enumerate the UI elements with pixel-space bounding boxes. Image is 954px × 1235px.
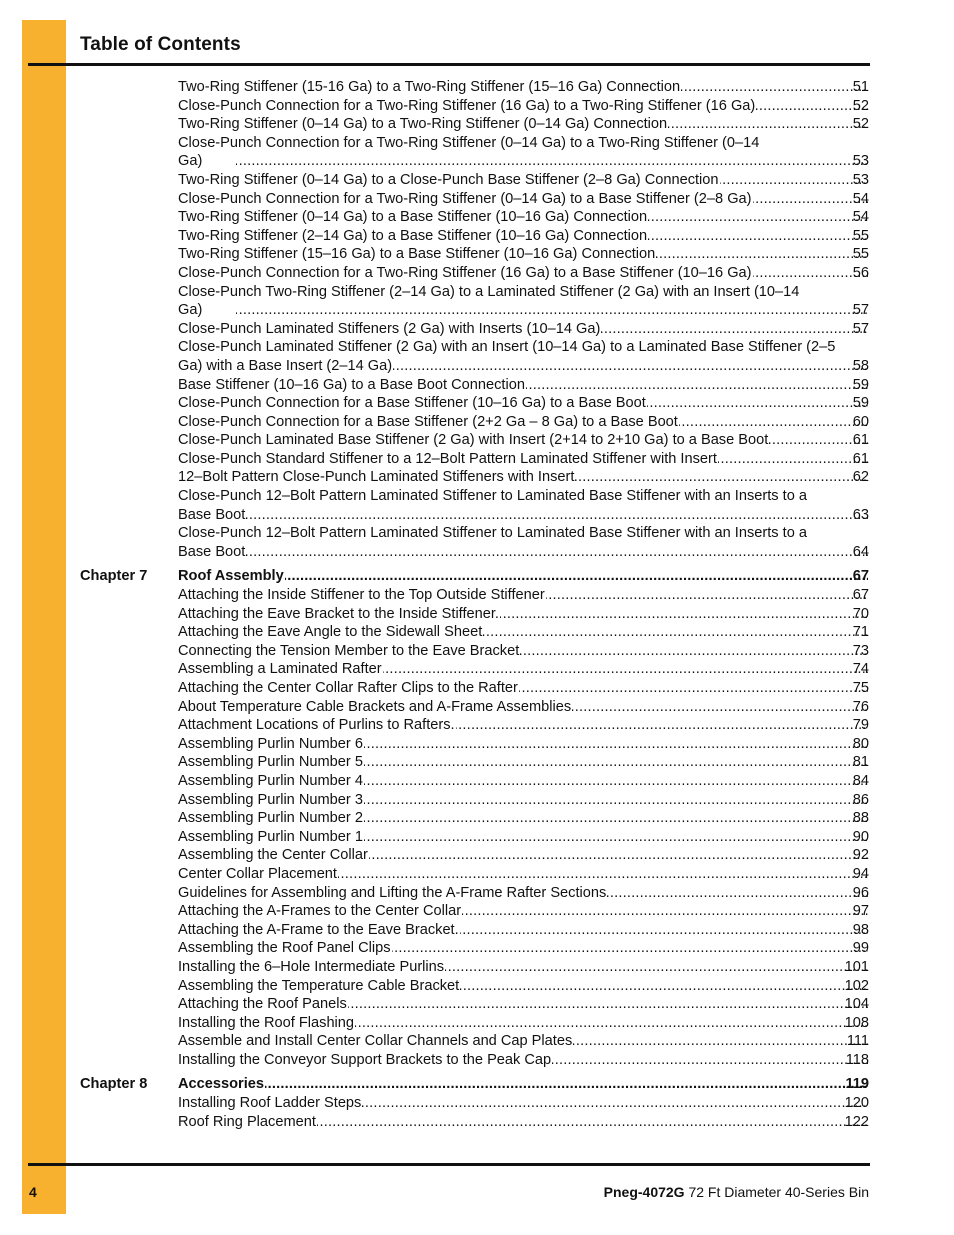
entry-title: Roof Assembly [178,568,284,585]
toc-entry[interactable]: Installing the 6–Hole Intermediate Purlins ..... 101 [178,958,869,977]
dot-leader [483,623,868,642]
entry-title: Attaching the Center Collar Rafter Clips to the Rafter [178,680,518,696]
entry-title: Attaching the A-Frames to the Center Collar [178,903,462,920]
toc-entry[interactable]: Close-Punch Laminated Stiffener (2 Ga) with an Insert (10–14 Ga) to a Laminated Base Stiffener (2–5 Ga) with a Base Insert (2–14 Ga) ..... 58 [178,338,869,375]
side-color-bar [22,20,66,1214]
dot-leader [753,190,868,209]
entry-title: Assembling the Temperature Cable Bracket [178,977,460,994]
entry-title: Assembling Purlin Number 6 [178,735,363,752]
entry-title: Accessories [178,1076,265,1093]
entry-title: Two-Ring Stiffener (15–16 Ga) to a Base Stiffener (10–16 Ga) Connection [178,246,656,263]
entry-title: Close-Punch Connection for a Base Stiffener (10–16 Ga) to a Base Boot [178,395,646,412]
toc-entry[interactable]: Two-Ring Stiffener (0–14 Ga) to a Close-Punch Base Stiffener (2–8 Ga) Connection ..... 53 [178,171,869,190]
entry-title: Attachment Locations of Purlins to Rafters. [178,717,455,734]
toc-entry[interactable]: Close-Punch Connection for a Base Stiffener (10–16 Ga) to a Base Boot ..... 59 [178,394,869,413]
entry-title: Assembling a Laminated Rafter [178,661,382,678]
toc-entry[interactable]: Assembling Purlin Number 1 ..... 90 [178,828,869,847]
toc-entry[interactable]: Attaching the A-Frame to the Eave Bracket. ..... 98 [178,921,869,940]
dot-leader [355,1014,868,1033]
toc-entry[interactable]: Base Stiffener (10–16 Ga) to a Base Boot Connection ..... 59 [178,376,869,395]
entry-title: Center Collar Placement [178,865,337,882]
dot-leader [246,543,868,562]
dot-leader [526,376,868,395]
toc-list [80,78,869,1131]
entry-title: Close-Punch Standard Stiffener to a 12–Bolt Pattern Laminated Stiffener with Insert [178,450,717,467]
page-title: Table of Contents [80,34,241,55]
toc-entry[interactable]: Attaching the Eave Angle to the Sidewall Sheet ..... 71 [178,623,869,642]
toc-entry[interactable]: Assembling Purlin Number 5 ..... 81 [178,753,869,772]
toc-entry[interactable]: Assembling Purlin Number 6 ..... 80 [178,735,869,754]
toc-entry[interactable]: Connecting the Tension Member to the Eave Bracket ..... 73 [178,642,869,661]
toc-entry[interactable]: Two-Ring Stiffener (15–16 Ga) to a Base Stiffener (10–16 Ga) Connection ..... 55 [178,245,869,264]
dot-leader [364,772,868,791]
entry-title-first-line: Close-Punch 12–Bolt Pattern Laminated Stiffener to Laminated Base Stiffener with an Inserts to a [178,488,807,505]
entry-title: Close-Punch Connection for a Two-Ring Stiffener (0–14 Ga) to a Base Stiffener (2–8 Ga) [178,190,752,207]
toc-entry[interactable]: Close-Punch Connection for a Two-Ring Stiffener (0–14 Ga) to a Base Stiffener (2–8 Ga) ..... 54 [178,190,869,209]
entry-title: Attaching the Inside Stiffener to the Top Outside Stiffener [178,587,545,604]
entry-title: Close-Punch Connection for a Two-Ring Stiffener (16 Ga) to a Two-Ring Stiffener (16 Ga) [178,97,756,114]
entry-title-first-line: Close-Punch Laminated Stiffener (2 Ga) with an Insert (10–14 Ga) to a Laminated Base Stiffener (2–5 [178,339,836,356]
entry-title: Installing the Roof Flashing [178,1014,355,1031]
toc-entry[interactable]: Two-Ring Stiffener (0–14 Ga) to a Base Stiffener (10–16 Ga) Connection ..... 54 [178,208,869,227]
entry-title: About Temperature Cable Brackets and A-Frame Assemblies [178,698,572,715]
toc-entry-chapter-heading[interactable]: Accessories ..... 119 [178,1075,869,1094]
dot-leader [364,791,868,810]
dot-leader [573,1032,868,1051]
toc-entry[interactable]: Attaching the Roof Panels ..... 104 [178,995,869,1014]
entry-title: Connecting the Tension Member to the Eave Bracket [178,642,520,659]
toc-entry[interactable]: 12–Bolt Pattern Close-Punch Laminated Stiffeners with Insert ..... 62 [178,468,869,487]
dot-leader [456,716,868,735]
toc-entry[interactable]: Assembling a Laminated Rafter ..... 74 [178,660,869,679]
entry-title: Base Boot [178,506,246,523]
toc-entry[interactable]: Roof Ring Placement ..... 122 [178,1113,869,1132]
toc-entry[interactable]: Two-Ring Stiffener (2–14 Ga) to a Base Stiffener (10–16 Ga) Connection ..... 55 [178,227,869,246]
dot-leader [364,735,868,754]
dot-leader [285,567,868,586]
toc-entry[interactable]: Close-Punch Connection for a Base Stiffener (2+2 Ga – 8 Ga) to a Base Boot ..... 60 [178,413,869,432]
dot-leader [246,506,868,525]
dot-leader [500,605,868,624]
toc-entry[interactable]: Assembling Purlin Number 2 ..... 88 [178,809,869,828]
chapter-7 [80,567,869,1069]
toc-entry-chapter-heading[interactable]: Roof Assembly ..... 67 [178,567,869,586]
toc-entry[interactable]: Close-Punch Two-Ring Stiffener (2–14 Ga) to a Laminated Stiffener (2 Ga) with an Insert (10–14 Ga) ..... 57 [178,283,869,320]
dot-leader [364,828,868,847]
toc-entry[interactable]: Attaching the Center Collar Rafter Clips to the Rafter ..... 75 [178,679,869,698]
toc-entry[interactable]: Attaching the Inside Stiffener to the Top Outside Stiffener ..... 67 [178,586,869,605]
dot-leader [607,884,868,903]
entry-title: Assembling Purlin Number 4 [178,772,363,789]
entry-title: Attaching the Roof Panels [178,996,347,1013]
entry-title: Roof Ring Placement [178,1113,316,1130]
toc-entry[interactable]: Guidelines for Assembling and Lifting the A-Frame Rafter Sections ..... 96 [178,884,869,903]
entry-title: 12–Bolt Pattern Close-Punch Laminated Stiffeners with Insert [178,469,575,486]
dot-leader [462,902,868,921]
entry-title: Base Stiffener (10–16 Ga) to a Base Boot Connection [178,376,525,393]
entry-title: Two-Ring Stiffener (0–14 Ga) to a Close-Punch Base Stiffener (2–8 Ga) Connection [178,171,719,188]
dot-leader [681,78,868,97]
dot-leader [648,208,868,227]
entry-title: Assembling the Roof Panel Clips [178,940,391,957]
toc-entry[interactable]: Two-Ring Stiffener (15-16 Ga) to a Two-Ring Stiffener (15–16 Ga) Connection ..... 51 [178,78,869,97]
footer-document-title [604,1184,869,1200]
dot-leader [348,995,868,1014]
entry-title: Close-Punch Laminated Base Stiffener (2 Ga) with Insert (2+14 to 2+10 Ga) to a Base Boot [178,432,769,449]
toc-entry[interactable]: Installing Roof Ladder Steps ..... 120 [178,1094,869,1113]
entry-title: Base Boot [178,543,246,560]
entry-title: Close-Punch Connection for a Two-Ring Stiffener (16 Ga) to a Base Stiffener (10–16 Ga) [178,264,752,281]
dot-leader [383,660,868,679]
dot-leader [756,97,868,116]
dot-leader [575,468,868,487]
chapter-8 [80,1075,869,1131]
entry-title: Installing the 6–Hole Intermediate Purlins [178,958,445,975]
entry-title: Assemble and Install Center Collar Channels and Cap Plates [178,1033,573,1050]
entry-title: Assembling Purlin Number 5 [178,754,363,771]
dot-leader [362,1094,868,1113]
entry-title-first-line: Close-Punch Two-Ring Stiffener (2–14 Ga) to a Laminated Stiffener (2 Ga) with an Insert (10–14 [178,283,800,300]
entry-title: Two-Ring Stiffener (0–14 Ga) to a Two-Ring Stiffener (0–14 Ga) Connection [178,116,668,133]
entry-title: Close-Punch Laminated Stiffeners (2 Ga) with Inserts (10–14 Ga) [178,320,601,337]
toc-entry[interactable]: Close-Punch Standard Stiffener to a 12–Bolt Pattern Laminated Stiffener with Insert ..... 61 [178,450,869,469]
entry-title: Ga) with a Base Insert (2–14 Ga) [178,357,393,374]
dot-leader [718,450,868,469]
toc-entry[interactable]: Two-Ring Stiffener (0–14 Ga) to a Two-Ring Stiffener (0–14 Ga) Connection ..... 52 [178,115,869,134]
dot-leader [460,921,868,940]
dot-leader [364,809,868,828]
dot-leader [679,413,868,432]
dot-leader [720,171,868,190]
toc-entry[interactable]: Assemble and Install Center Collar Channels and Cap Plates ..... 111 [178,1032,869,1051]
toc-entry[interactable]: Installing the Conveyor Support Brackets to the Peak Cap ..... 118 [178,1051,869,1070]
toc-entry[interactable]: Close-Punch Laminated Base Stiffener (2 Ga) with Insert (2+14 to 2+10 Ga) to a Base Boot ..... 61 [178,431,869,450]
dot-leader [520,642,868,661]
entry-title: Two-Ring Stiffener (2–14 Ga) to a Base Stiffener (10–16 Ga) Connection [178,227,648,244]
dot-leader [392,939,868,958]
toc-entry[interactable]: About Temperature Cable Brackets and A-Frame Assemblies ..... 76 [178,698,869,717]
entry-title: Assembling Purlin Number 2 [178,810,363,827]
dot-leader [546,586,868,605]
dot-leader [338,865,868,884]
dot-leader [647,394,868,413]
dot-leader [236,152,868,171]
toc-entry[interactable]: Assembling the Center Collar ..... 92 [178,846,869,865]
entry-title: Attaching the A-Frame to the Eave Bracket. [178,921,459,938]
toc-entry[interactable]: Attaching the Eave Bracket to the Inside Stiffener. ..... 70 [178,605,869,624]
dot-leader [656,245,868,264]
toc-entry[interactable]: Assembling the Temperature Cable Bracket ..... 102 [178,977,869,996]
dot-leader [364,753,868,772]
entry-title: Installing the Conveyor Support Brackets to the Peak Cap [178,1051,552,1068]
dot-leader [265,1075,868,1094]
dot-leader [601,320,868,339]
dot-leader [668,115,868,134]
dot-leader [393,357,868,376]
entry-title-first-line: Close-Punch 12–Bolt Pattern Laminated Stiffener to Laminated Base Stiffener with an Inserts to a [178,525,807,542]
page-number: 4 [29,1184,37,1200]
toc-entry[interactable]: Assembling Purlin Number 4 ..... 84 [178,772,869,791]
toc-entry[interactable]: Close-Punch 12–Bolt Pattern Laminated Stiffener to Laminated Base Stiffener with an Inserts to a Base Boot ..... 63 [178,487,869,524]
toc-section-continued [178,78,869,561]
footer-rule [28,1163,870,1166]
dot-leader [648,227,868,246]
dot-leader [572,698,868,717]
toc-entry[interactable]: Close-Punch Connection for a Two-Ring Stiffener (16 Ga) to a Base Stiffener (10–16 Ga) ..... 56 [178,264,869,283]
entry-title: Close-Punch Connection for a Base Stiffener (2+2 Ga – 8 Ga) to a Base Boot [178,413,678,430]
entry-title: Assembling Purlin Number 3 [178,791,363,808]
entry-title: Two-Ring Stiffener (0–14 Ga) to a Base Stiffener (10–16 Ga) Connection [178,209,648,226]
entry-title: Guidelines for Assembling and Lifting the A-Frame Rafter Sections [178,884,607,901]
toc-entry[interactable]: Assembling the Roof Panel Clips ..... 99 [178,939,869,958]
entry-title: Two-Ring Stiffener (15-16 Ga) to a Two-Ring Stiffener (15–16 Ga) Connection [178,79,681,95]
toc-entry[interactable]: Assembling Purlin Number 3 ..... 86 [178,791,869,810]
chapter-label: Chapter 8 [80,1076,148,1093]
dot-leader [369,846,868,865]
toc-entry[interactable]: Center Collar Placement ..... 94 [178,865,869,884]
entry-title: Assembling Purlin Number 1 [178,828,363,845]
dot-leader [753,264,868,283]
entry-title: Installing Roof Ladder Steps [178,1095,362,1112]
entry-title: Assembling the Center Collar [178,847,368,864]
chapter-entries [178,586,869,1069]
dot-leader [519,679,868,698]
chapter-entries [178,1094,869,1131]
toc-entry[interactable]: Attachment Locations of Purlins to Rafters. ..... 79 [178,716,869,735]
toc-entry[interactable]: Close-Punch Laminated Stiffeners (2 Ga) with Inserts (10–14 Ga) ..... 57 [178,320,869,339]
entry-title: Attaching the Eave Bracket to the Inside Stiffener. [178,605,499,622]
entry-title-first-line: Close-Punch Connection for a Two-Ring Stiffener (0–14 Ga) to a Two-Ring Stiffener (0–14 [178,134,760,151]
dot-leader [552,1051,868,1070]
dot-leader [460,977,868,996]
dot-leader [236,301,868,320]
toc-entry[interactable]: Installing the Roof Flashing ..... 108 [178,1014,869,1033]
chapter-label: Chapter 7 [80,568,148,585]
toc-entry[interactable]: Close-Punch Connection for a Two-Ring Stiffener (16 Ga) to a Two-Ring Stiffener (16 Ga) ..... 52 [178,97,869,116]
toc-entry[interactable]: Attaching the A-Frames to the Center Collar ..... 97 [178,902,869,921]
doc-title: 72 Ft Diameter 40-Series Bin [688,1184,869,1200]
toc-entry[interactable]: Close-Punch Connection for a Two-Ring Stiffener (0–14 Ga) to a Two-Ring Stiffener (0–14 Ga) ..... 53 [178,134,869,171]
header-rule [28,63,870,66]
doc-code: Pneg-4072G [603,1184,685,1200]
dot-leader [317,1113,868,1132]
entry-title: Attaching the Eave Angle to the Sidewall Sheet [178,624,483,641]
toc-entry[interactable]: Close-Punch 12–Bolt Pattern Laminated Stiffener to Laminated Base Stiffener with an Inserts to a Base Boot ..... 64 [178,524,869,561]
dot-leader [445,958,868,977]
